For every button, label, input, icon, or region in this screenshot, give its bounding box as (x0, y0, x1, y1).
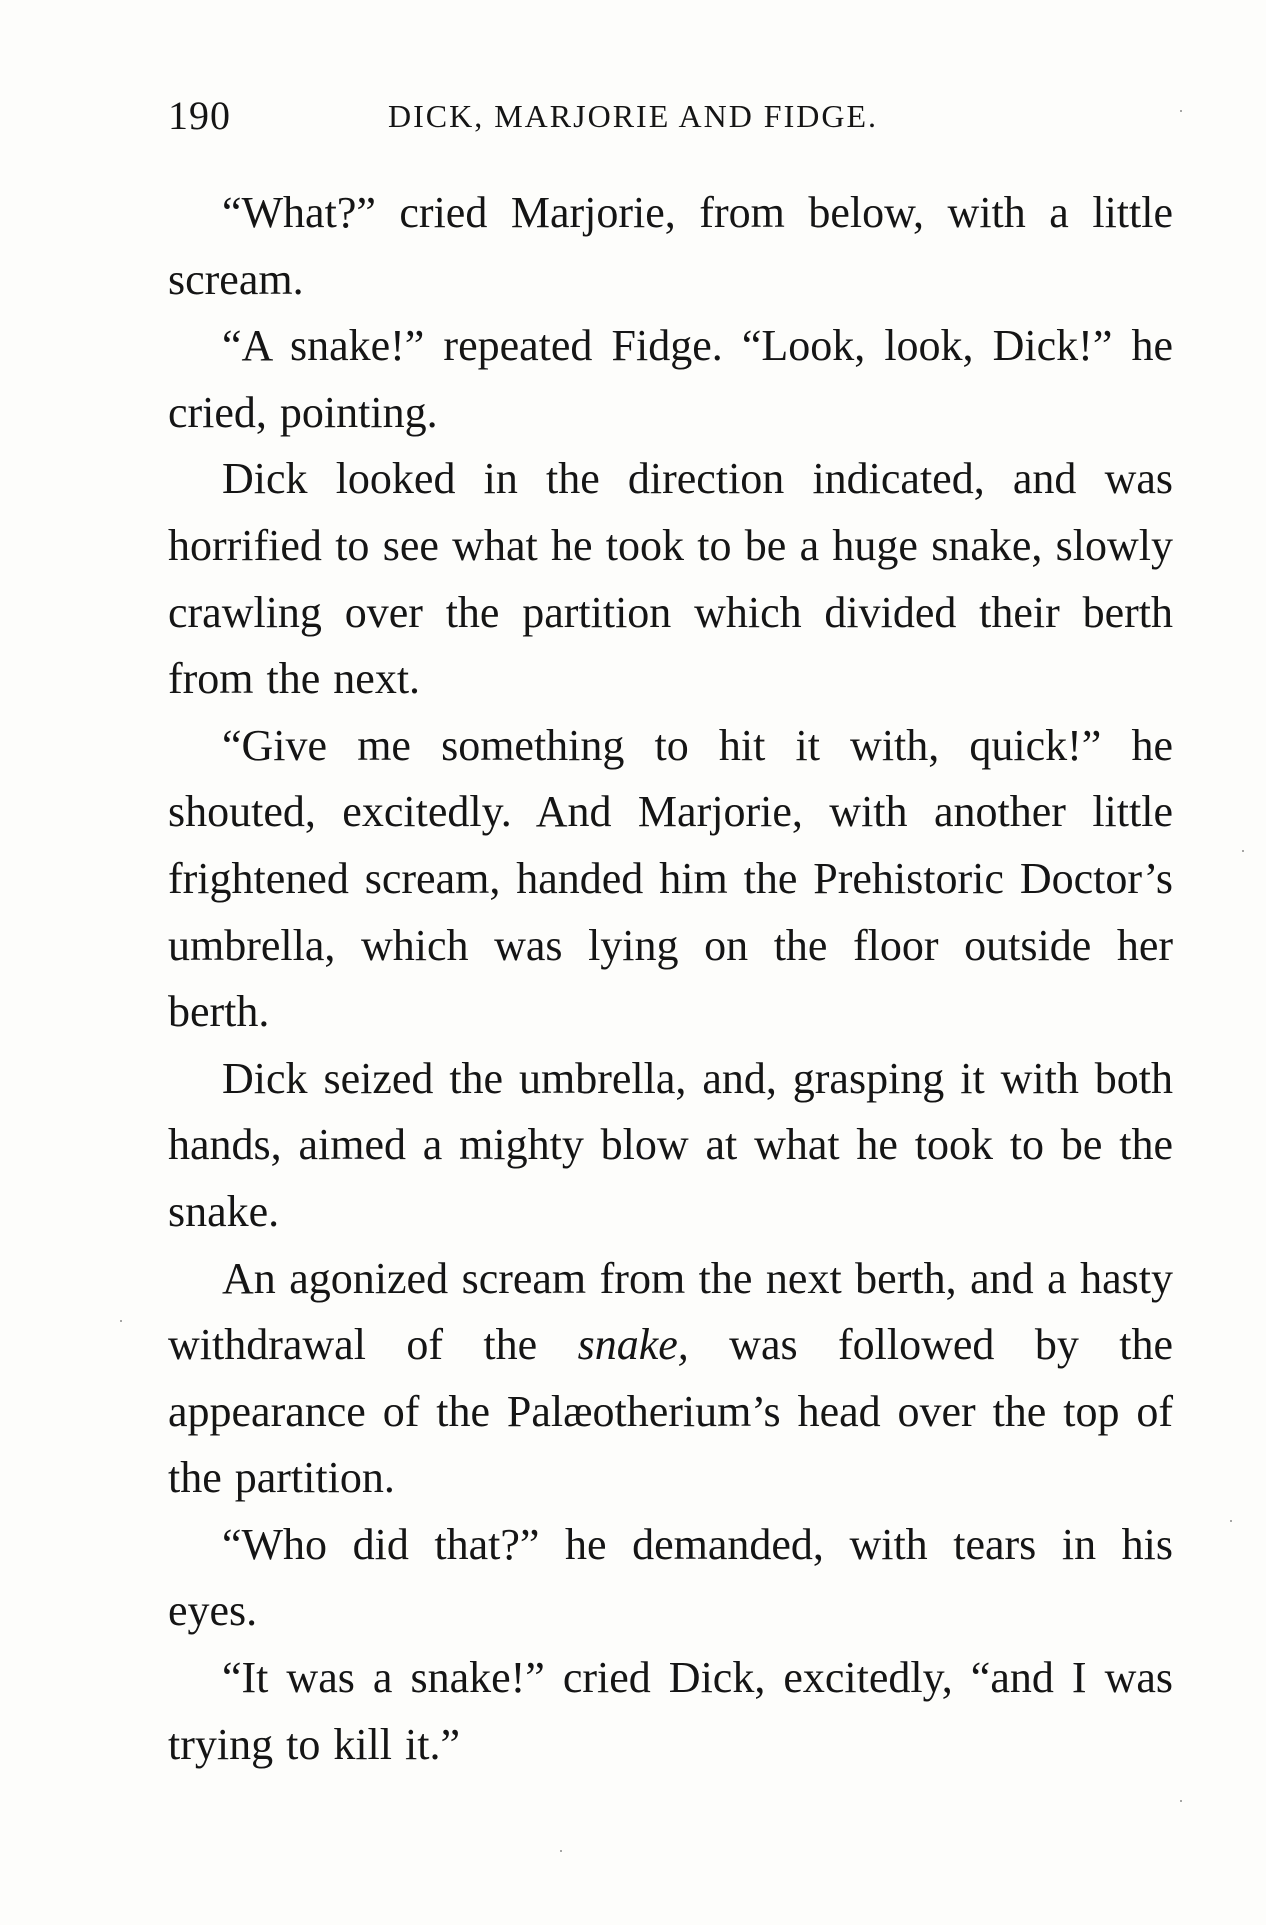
italic-word: snake, (577, 1320, 689, 1370)
body-text (168, 180, 1173, 1778)
print-speck (1180, 1800, 1182, 1802)
paragraph (168, 1246, 1173, 1512)
print-speck (120, 1320, 122, 1322)
print-speck (560, 1850, 562, 1852)
page-number: 190 (168, 93, 231, 138)
running-head (168, 92, 1168, 142)
print-speck (1180, 110, 1182, 112)
paragraph-text: An agonized scream from the next berth, and a hasty withdrawal of the (168, 1253, 1173, 1370)
paragraph: Dick looked in the direction indicated, and was horrified to see what he took to be a huge snake, slowly crawling over the partition which divided their berth from the next. (168, 454, 1173, 704)
paragraph: “Who did that?” he demanded, with tears in his eyes. (168, 1519, 1173, 1636)
paragraph: Dick seized the umbrella, and, grasping it with both hands, aimed a mighty blow at what he took to be the snake. (168, 1053, 1173, 1236)
paragraph: “A snake!” repeated Fidge. “Look, look, Dick!” he cried, pointing. (168, 321, 1173, 437)
print-speck (1230, 1520, 1232, 1522)
paragraph: “Give me something to hit it with, quick!” he shouted, excitedly. And Marjorie, with another little frightened scream, handed him the Prehistoric Doctor’s umbrella, which was lying on the floor outside her berth. (168, 720, 1173, 1037)
paragraph: “What?” cried Marjorie, from below, with a little scream. (168, 188, 1173, 304)
paragraph-text: was followed by the appearance of the Palæotherium’s head over the top of the partition. (168, 1320, 1173, 1503)
print-speck (1242, 850, 1244, 852)
running-title: DICK, MARJORIE AND FIDGE. (388, 98, 879, 134)
paragraph: “It was a snake!” cried Dick, excitedly, “and I was trying to kill it.” (168, 1653, 1173, 1769)
